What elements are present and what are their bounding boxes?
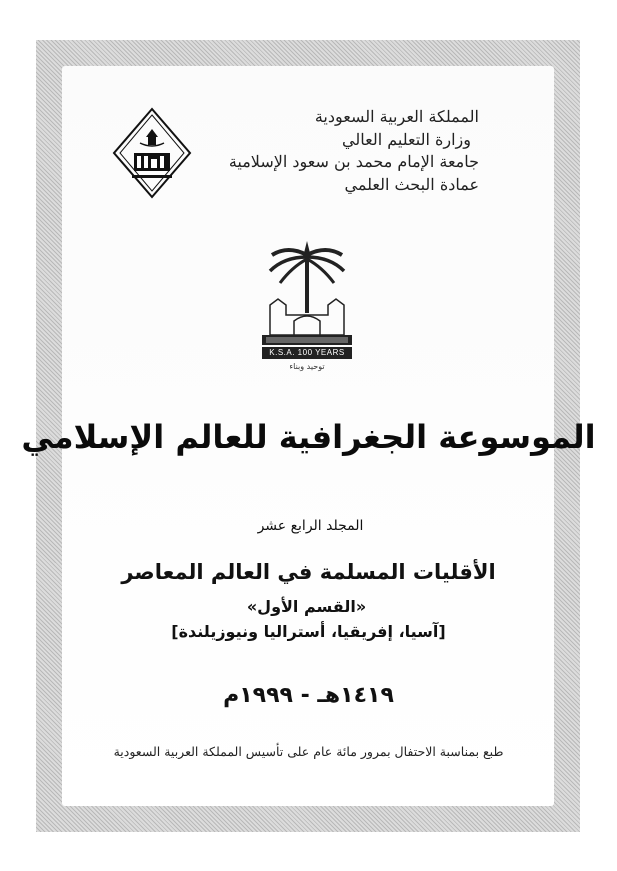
volume-label: المجلد الرابع عشر	[257, 518, 364, 534]
subtitle: الأقليات المسلمة في العالم المعاصر	[121, 560, 496, 584]
print-note: طبع بمناسبة الاحتفال بمرور مائة عام على تأسيس المملكة العربية السعودية	[113, 744, 504, 759]
header-line-university: جامعة الإمام محمد بن سعود الإسلامية	[228, 152, 479, 171]
header-line-kingdom: المملكة العربية السعودية	[314, 107, 479, 126]
emblem-caption: K.S.A. 100 YEARS	[262, 347, 352, 359]
part-label: «القسم الأول»	[246, 597, 367, 616]
university-seal-icon	[112, 107, 192, 199]
header-line-deanship: عمادة البحث العلمي	[344, 175, 479, 194]
header-line-ministry: وزارة التعليم العالي	[342, 130, 471, 149]
emblem-motto: توحيد وبناء	[289, 362, 325, 371]
publication-date: ١٤١٩هـ - ١٩٩٩م	[223, 683, 394, 708]
encyclopedia-title: الموسوعة الجغرافية للعالم الإسلامي	[21, 418, 596, 456]
regions-label: [آسيا، إفريقيا، أستراليا ونيوزيلندة]	[171, 622, 446, 641]
